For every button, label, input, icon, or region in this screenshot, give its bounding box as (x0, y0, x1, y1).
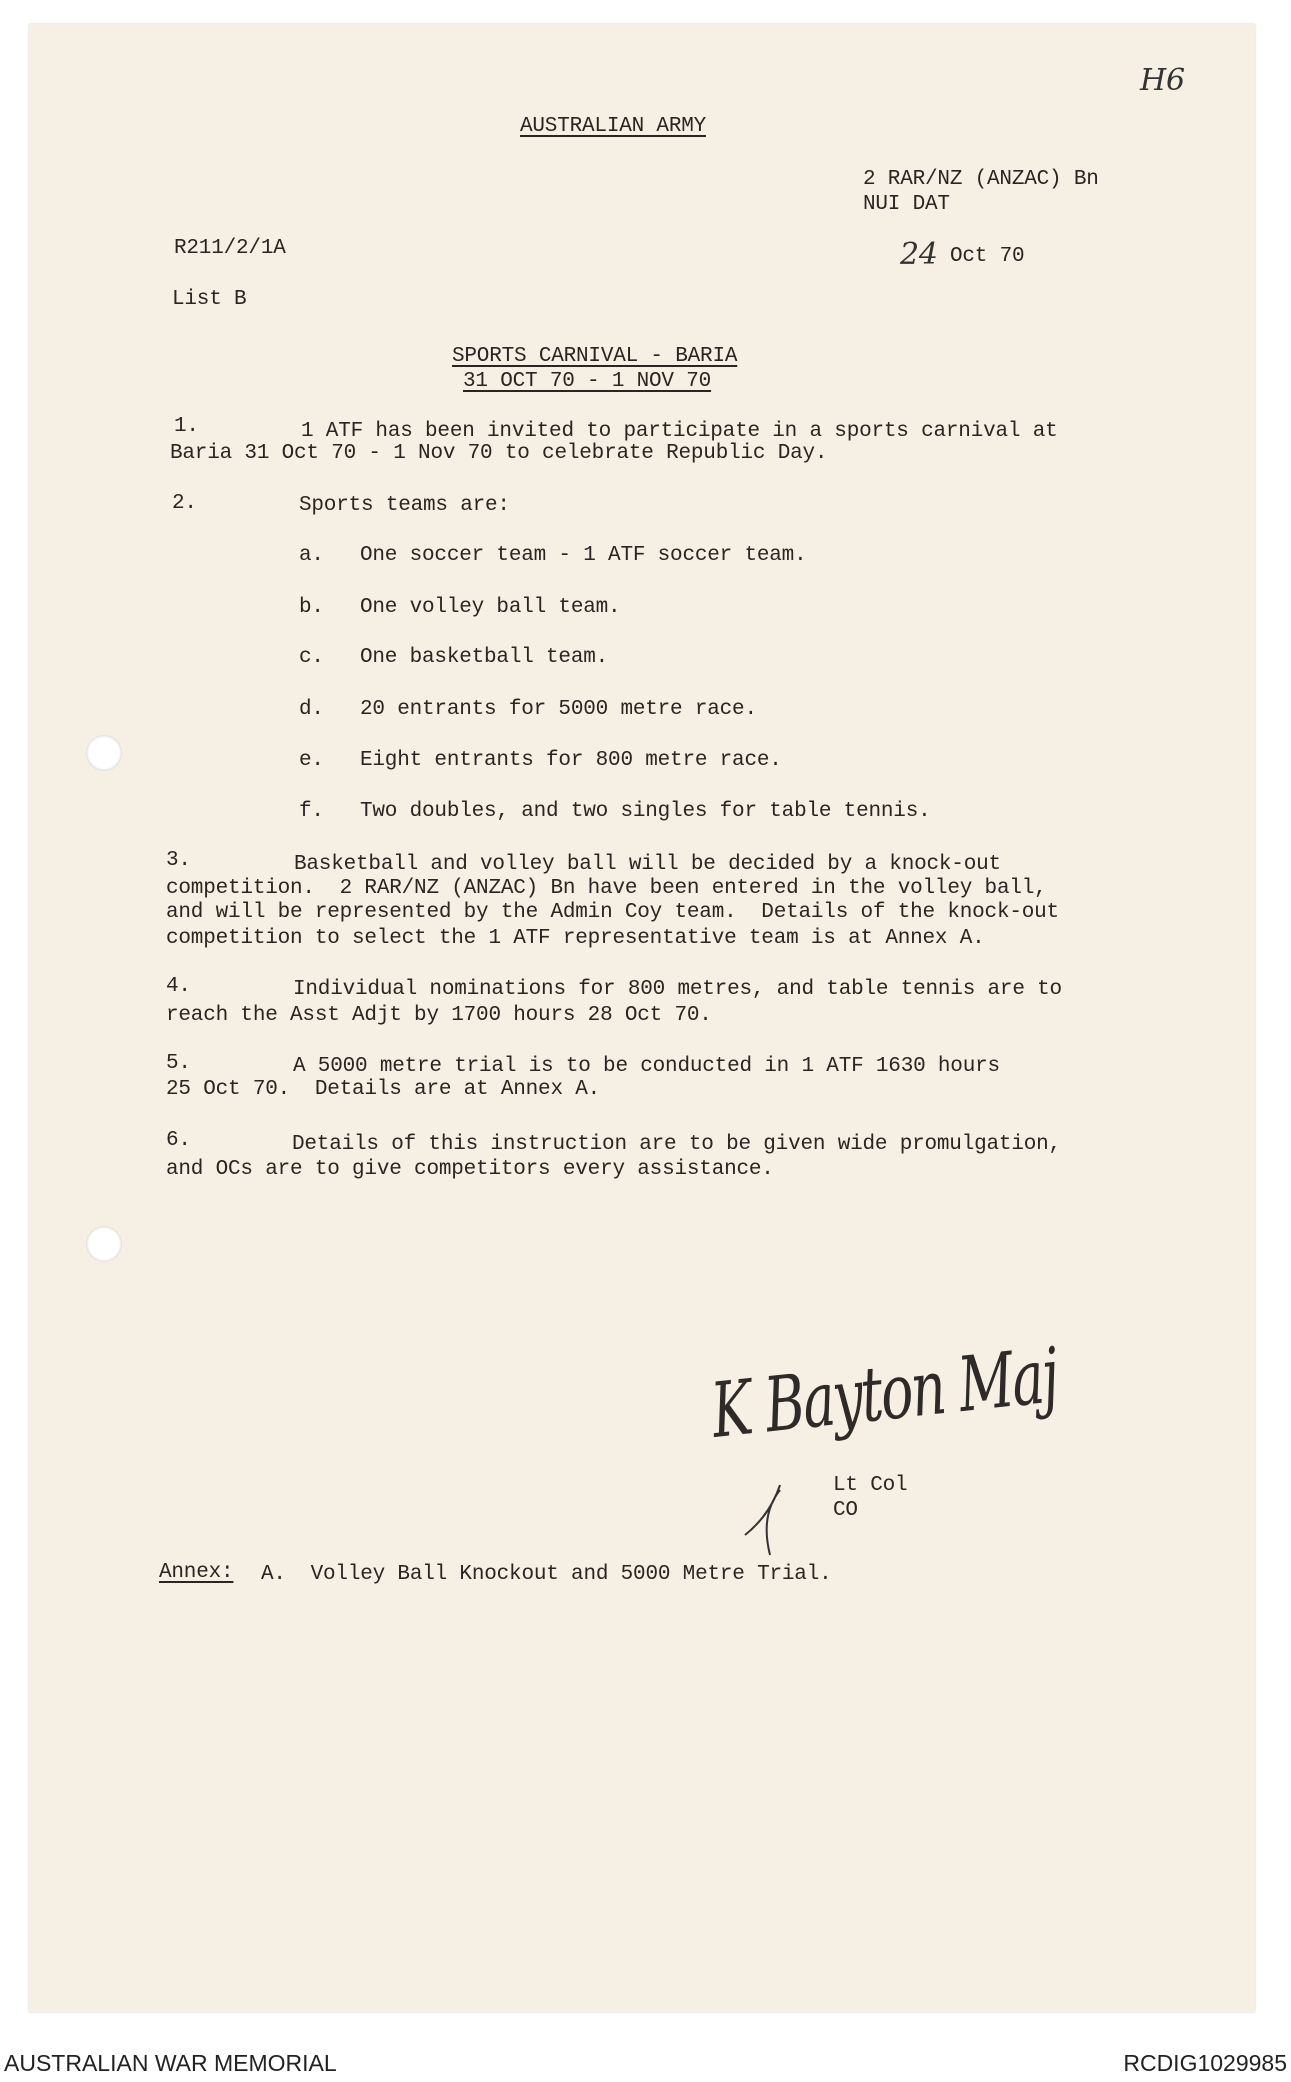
signature-flourish (730, 1480, 810, 1560)
para-3-text: and will be represented by the Admin Coy team. Details of the knock-out (166, 901, 1059, 924)
footer-source: AUSTRALIAN WAR MEMORIAL (4, 2050, 337, 2076)
list: List B (172, 288, 247, 311)
list-item: One volley ball team. (360, 596, 621, 619)
para-4-text: Individual nominations for 800 metres, and table tennis are to (293, 978, 1062, 1001)
list-item: 20 entrants for 5000 metre race. (360, 698, 757, 721)
title: SPORTS CARNIVAL - BARIA (452, 345, 738, 368)
para-1-text: 1 ATF has been invited to participate in a sports carnival at (301, 420, 1058, 443)
reference: R211/2/1A (174, 237, 286, 260)
footer-id: RCDIG1029985 (1123, 2050, 1287, 2076)
para-6-text: Details of this instruction are to be given wide promulgation, (292, 1133, 1061, 1156)
location: NUI DAT (863, 193, 950, 216)
para-5-text: 25 Oct 70. Details are at Annex A. (166, 1078, 601, 1101)
para-3-text: Basketball and volley ball will be decided by a knock-out (294, 853, 1001, 876)
annex-label: Annex: (159, 1561, 234, 1584)
title-dates: 31 OCT 70 - 1 NOV 70 (463, 370, 712, 393)
date-rest: Oct 70 (950, 245, 1025, 268)
annex-text: A. Volley Ball Knockout and 5000 Metre Trial. (261, 1563, 832, 1586)
list-item: Two doubles, and two singles for table tennis. (360, 800, 931, 823)
para-3-text: competition. 2 RAR/NZ (ANZAC) Bn have been entered in the volley ball, (166, 877, 1047, 900)
item-letter: c. (299, 646, 324, 669)
item-letter: f. (299, 800, 324, 823)
item-letter: d. (299, 698, 324, 721)
item-letter: b. (299, 596, 324, 619)
signature: K Bayton Maj (707, 1331, 1061, 1456)
para-2-intro: Sports teams are: (299, 494, 510, 517)
para-number: 2. (172, 492, 197, 515)
para-number: 6. (166, 1129, 191, 1152)
page-mark: H6 (1140, 63, 1185, 98)
para-6-text: and OCs are to give competitors every assistance. (166, 1158, 774, 1181)
para-number: 4. (166, 975, 191, 998)
para-3-text: competition to select the 1 ATF representative team is at Annex A. (166, 927, 985, 950)
list-item: One basketball team. (360, 646, 609, 669)
para-1-text: Baria 31 Oct 70 - 1 Nov 70 to celebrate Republic Day. (170, 442, 828, 465)
para-number: 3. (166, 849, 191, 872)
punch-hole (86, 735, 122, 771)
para-5-text: A 5000 metre trial is to be conducted in 1 ATF 1630 hours (293, 1055, 1000, 1078)
para-number: 1. (174, 415, 199, 438)
item-letter: a. (299, 544, 324, 567)
para-number: 5. (166, 1052, 191, 1075)
unit: 2 RAR/NZ (ANZAC) Bn (863, 168, 1099, 191)
signatory-rank: Lt Col (833, 1474, 908, 1497)
date-day: 24 (900, 237, 938, 272)
list-item: One soccer team - 1 ATF soccer team. (360, 544, 807, 567)
para-4-text: reach the Asst Adjt by 1700 hours 28 Oct 70. (166, 1004, 712, 1027)
list-item: Eight entrants for 800 metre race. (360, 749, 782, 772)
org-heading: AUSTRALIAN ARMY (520, 115, 707, 138)
punch-hole (86, 1226, 122, 1262)
item-letter: e. (299, 749, 324, 772)
signatory-appointment: CO (833, 1499, 858, 1522)
